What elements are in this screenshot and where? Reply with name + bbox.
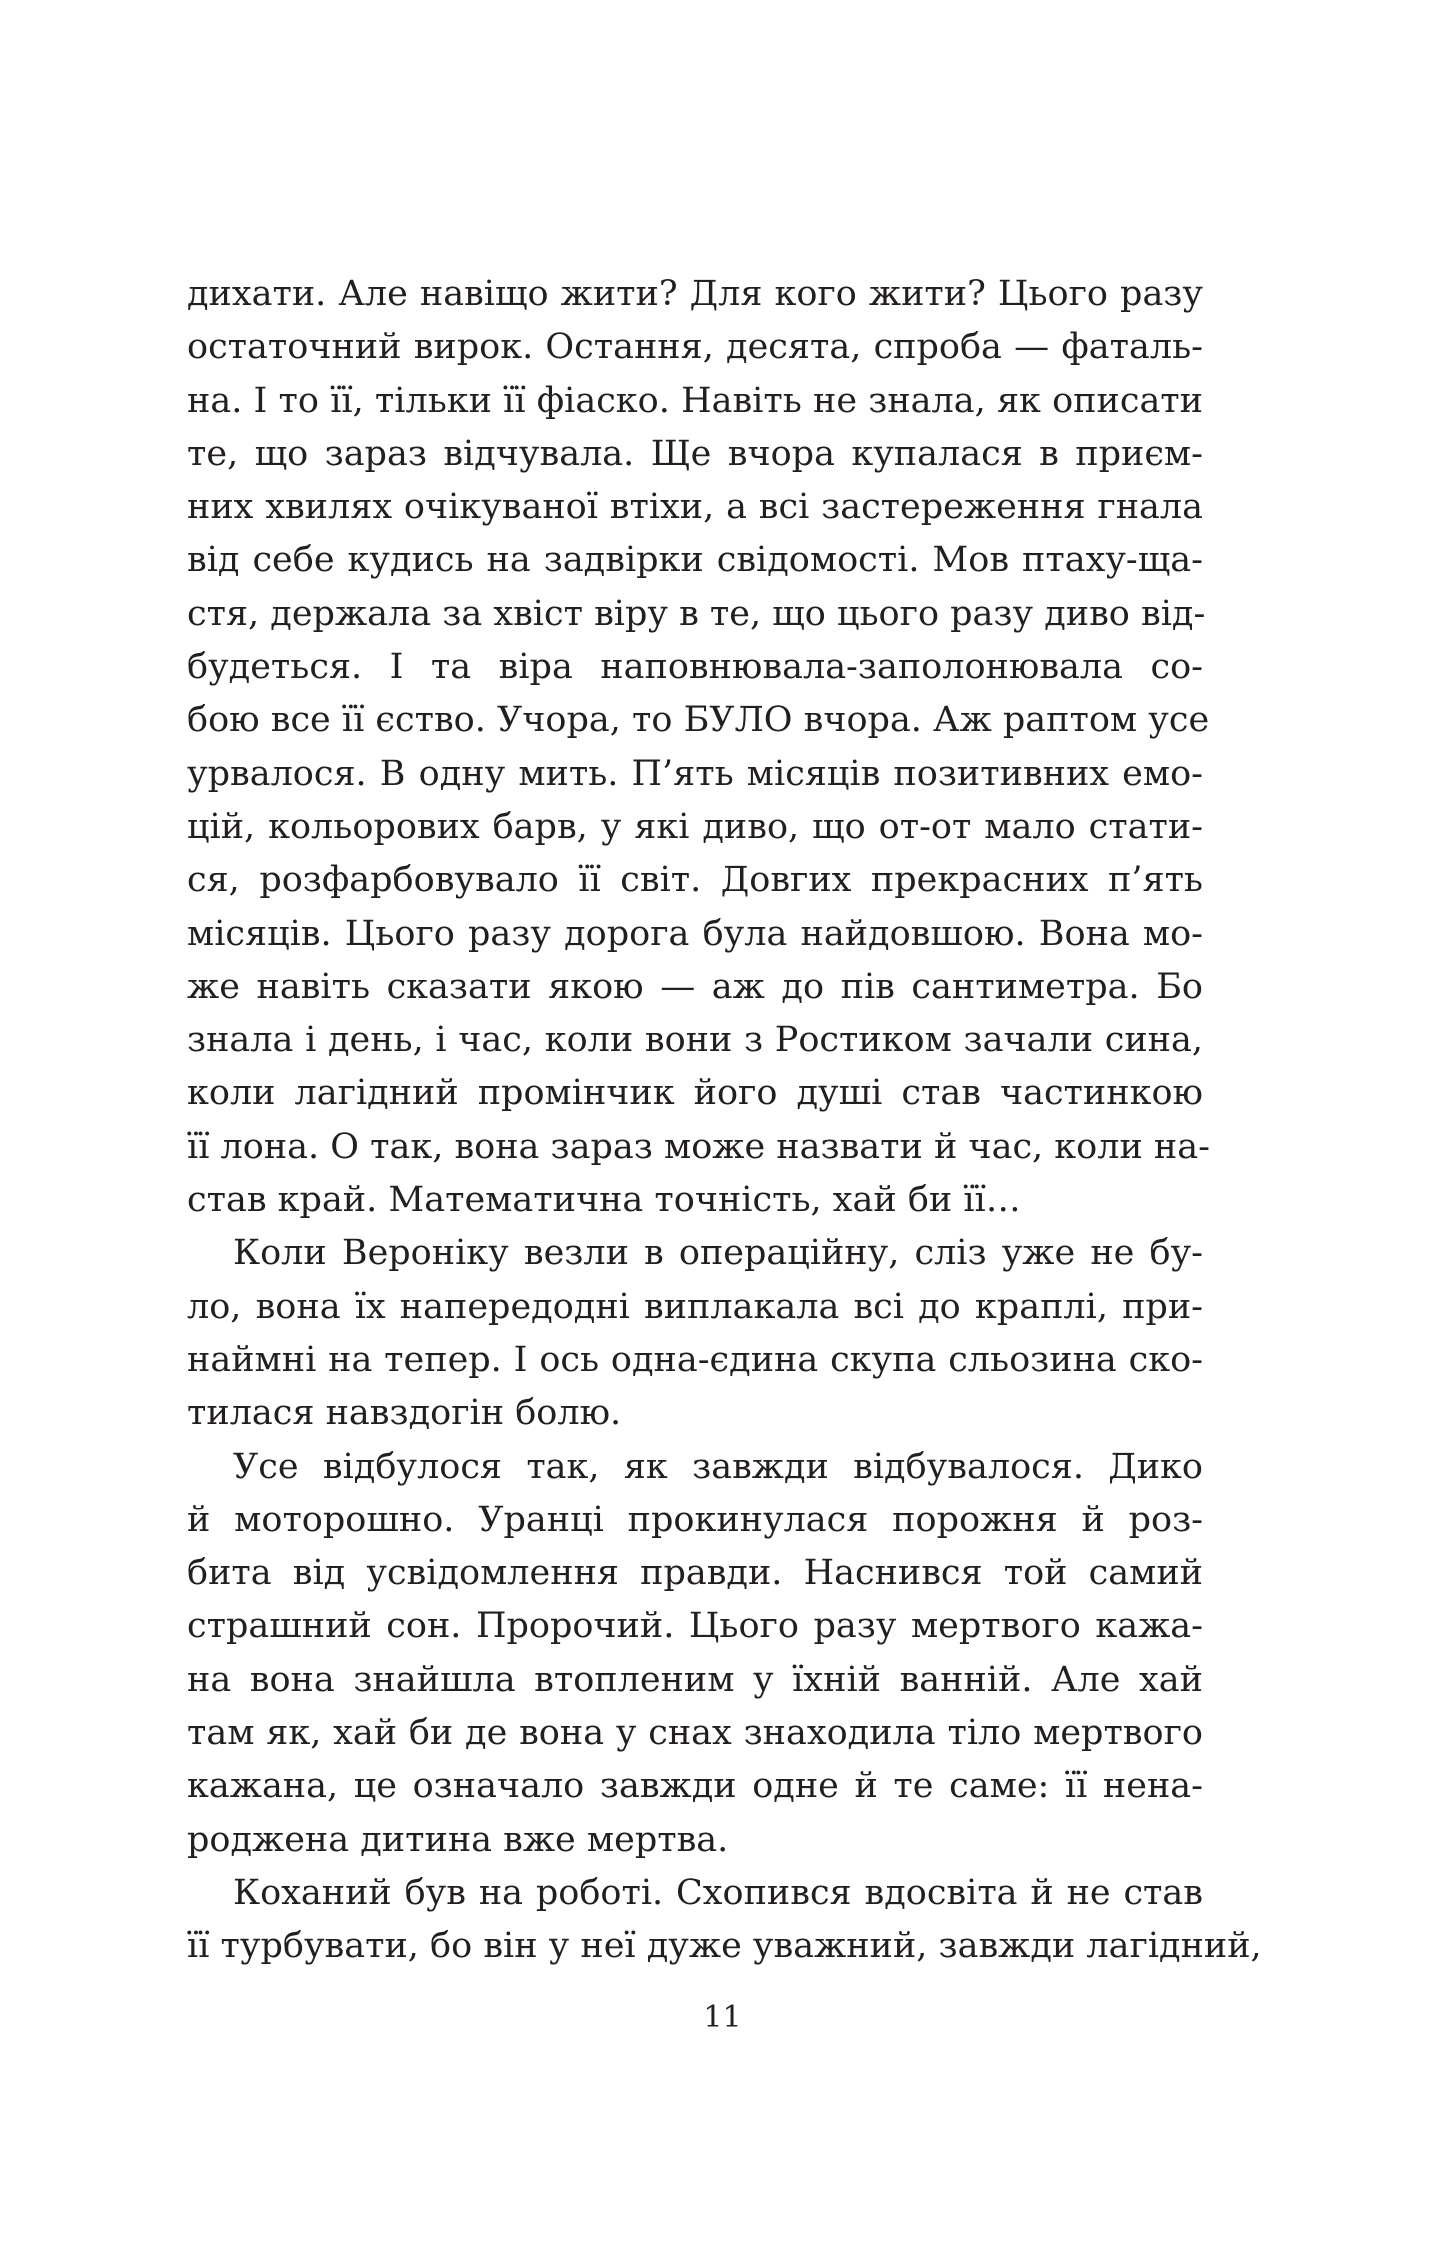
text-line: там як, хай би де вона у снах знаходила тіло мертвого xyxy=(187,1713,1203,1754)
text-line: те, що зараз відчувала. Ще вчора купалася в приєм- xyxy=(187,433,1203,474)
text-line: Коли Вероніку везли в операційну, сліз уже не бу- xyxy=(233,1233,1203,1274)
text-line: дихати. Але навіщо жити? Для кого жити? Цього разу xyxy=(187,274,1203,314)
text-line: стя, держала за хвіст віру в те, що цього разу диво від- xyxy=(187,593,1206,634)
text-line: цій, кольорових барв, у які диво, що от-от мало стати- xyxy=(187,806,1203,847)
text-line: її лона. О так, вона зараз може назвати й час, коли на- xyxy=(187,1126,1210,1167)
page-number: 11 xyxy=(703,2000,742,2035)
text-line: місяців. Цього разу дорога була найдовшою. Вона мо- xyxy=(187,913,1203,954)
text-line: на вона знайшла втопленим у їхній ванній. Але хай xyxy=(187,1659,1203,1700)
text-line: наймні на тепер. І ось одна-єдина скупа сльозина ско- xyxy=(187,1339,1203,1380)
text-line: її турбувати, бо він у неї дуже уважний, завжди лагідний, xyxy=(187,1926,1262,1967)
body-text xyxy=(187,268,1262,1974)
text-line: роджена дитина вже мертва. xyxy=(187,1819,729,1860)
text-line: знала і день, і час, коли вони з Ростиком зачали сина, xyxy=(187,1020,1203,1061)
text-line: кажана, це означало завжди одне й те саме: її нена- xyxy=(187,1766,1203,1807)
text-line: став край. Математична точність, хай би її… xyxy=(187,1180,1021,1221)
text-line: від себе кудись на задвірки свідомості. Мов птаху-ща- xyxy=(187,540,1203,581)
text-line: остаточний вирок. Остання, десята, спроба — фаталь- xyxy=(187,327,1203,368)
text-line: же навіть сказати якою — аж до пів сантиметра. Бо xyxy=(187,966,1203,1007)
text-line: тилася навздогін болю. xyxy=(187,1393,622,1434)
text-line: страшний сон. Пророчий. Цього разу мертвого кажа- xyxy=(187,1606,1203,1647)
text-line: коли лагідний промінчик його душі став частинкою xyxy=(187,1073,1203,1114)
text-line: урвалося. В одну мить. П’ять місяців позитивних емо- xyxy=(187,753,1203,794)
text-line: на. І то її, тільки її фіаско. Навіть не знала, як описати xyxy=(187,380,1203,421)
text-line: будеться. І та віра наповнювала-заполонювала со- xyxy=(187,647,1203,688)
text-line: й моторошно. Уранці прокинулася порожня й роз- xyxy=(187,1499,1203,1540)
text-line: бита від усвідомлення правди. Наснився той самий xyxy=(187,1553,1203,1594)
text-line: Коханий був на роботі. Схопився вдосвіта й не став xyxy=(233,1872,1203,1913)
text-line: них хвилях очікуваної втіхи, а всі застереження гнала xyxy=(187,487,1203,528)
text-line: Усе відбулося так, як завжди відбувалося. Дико xyxy=(233,1446,1203,1487)
text-line: ся, розфарбовувало її світ. Довгих прекрасних п’ять xyxy=(187,860,1203,901)
text-line: ло, вона їх напередодні виплакала всі до краплі, при- xyxy=(187,1286,1203,1327)
text-line: бою все її єство. Учора, то БУЛО вчора. Аж раптом усе xyxy=(187,700,1210,741)
